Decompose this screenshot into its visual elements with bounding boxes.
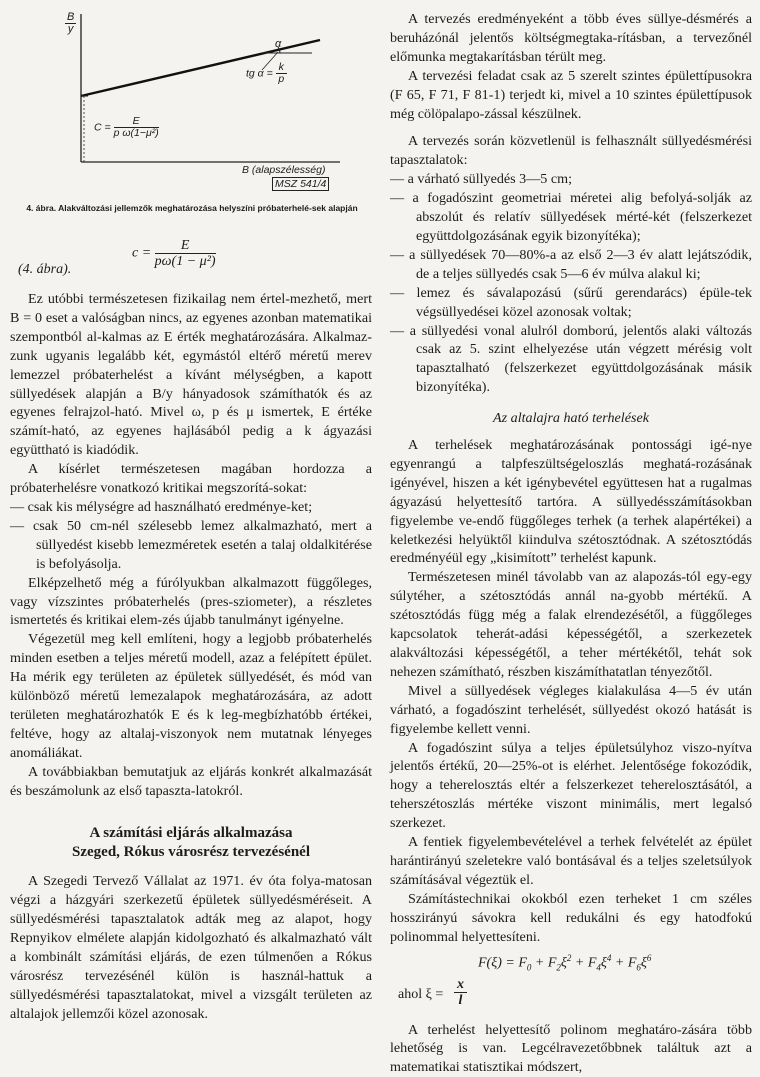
equation-lhs: F(ξ) = F: [478, 955, 527, 970]
paragraph: A Szegedi Tervező Vállalat az 1971. év óta folya-matosan végzi a házgyári szerkezetű épületek süllyedésméréseit. A süllyedésmérési tapasztalatok adták meg az alapot, hogy Repnyikov elmélete alapján kidolgozható és alkalmazható vált a kombinált számítási eljárás, de ezen túlmenően a Rókus városrész tervezésénél külön is használ-hattuk a süllyedésmérési tapasztalatokat, mivel a vizsgált területen az altalajok jellemzői közel azonosak.: [10, 872, 372, 1023]
list-item: — csak 50 cm-nél szélesebb lemez alkalmazható, mert a süllyedést kisebb lemezméretek esetén a talaj oldalkitérése is befolyásolja.: [10, 517, 372, 574]
figure-caption: 4. ábra. Alakváltozási jellemzők meghatározása helyszíni próbaterhelé-sek alapján: [16, 203, 368, 214]
formula-body: [132, 238, 216, 269]
intercept-prefix: C =: [94, 121, 111, 133]
xi-den: l: [454, 993, 467, 1008]
paragraph: Végezetül meg kell említeni, hogy a legjobb próbaterhelés minden esetben a teljes méretű modell, azaz a felépített épület. Ha mérik egy területen az épületek süllyedését, és mód van különböző méretű lemezalapok meghatározására, az adott területen meghatározhatók E és k leg-megbízhatóbb értékei, feltéve, hogy az altalaj-viszonyok nem mutatnak lényeges anomáliákat.: [10, 630, 372, 762]
paragraph: Számítástechnikai okokból ezen terheket 1 cm széles hosszirányú sávokra kell redukálni és egy hatodfokú polinommal helyettesíteni.: [390, 890, 752, 947]
paragraph: A terhelést helyettesítő polinom meghatáro-zására több lehetőség is van. Legcélravezetőbbnek találtuk azt a matematikai statisztikai módszert,: [390, 1021, 752, 1077]
section-heading: Az altalajra ható terhelések: [390, 409, 752, 428]
right-body: [390, 10, 752, 1077]
slope-den: p: [276, 74, 287, 85]
xi-num: x: [454, 977, 467, 993]
paragraph: A tervezés eredményeként a több éves süllye-désmérés a beruházónál jelentős költségmegtaka-rításban, a tervezőnél előmunka megtakarításban térült meg.: [390, 10, 752, 67]
slope-fraction: [276, 62, 287, 85]
list-item: — csak kis mélységre ad használható eredménye-ket;: [10, 498, 372, 517]
standard-reference: MSZ 541/4: [272, 177, 329, 191]
formula-den: pω(1 − μ²): [155, 254, 216, 269]
paragraph: A tervezési feladat csak az 5 szerelt szintes épülettípusokra (F 65, F 71, F 81-1) terjedt ki, mivel a 10 szintes épülettípusok még cölöpalapo-zással készülnek.: [390, 67, 752, 124]
paragraph: Természetesen minél távolabb van az alapozás-tól egy-egy súlytéher, a szétosztódás annál na-gyobb mértékű. A szétosztódás függ még a falak elrendezésétől, a függőleges kapcsolatok teherát-adási képességétől, a szerkezetek alakváltozási képességétől, a teher mértékétől, tehát sok nehezen számítható, részben kiszámíthatatlan tényezőtől.: [390, 568, 752, 681]
y-label-top: B: [65, 12, 76, 24]
formula-c: [10, 234, 372, 278]
slope-prefix: tg α =: [246, 67, 273, 79]
paragraph: Mivel a süllyedések végleges kialakulása 4—5 év után várható, a fogadószint terhelését, süllyedést okozó hatását is figyelembe kellett venni.: [390, 682, 752, 739]
slope-label: [246, 62, 287, 85]
formula-ref: (4. ábra).: [18, 262, 71, 278]
intercept-den: p ω(1−μ²): [114, 128, 159, 139]
slope-num: k: [276, 62, 287, 74]
section-subheading: Szeged, Rókus városrész tervezésénél: [10, 843, 372, 862]
list-item: — a süllyedések 70—80%-a az első 2—3 év alatt lejátszódik, de a teljes süllyedés csak 5—6 év múlva alakul ki;: [390, 246, 752, 284]
alpha-label: α: [275, 38, 281, 50]
paragraph: A kísérlet természetesen magában hordozza a próbaterhelésre vonatkozó kritikai megszorítá-sokat:: [10, 460, 372, 498]
xi-prefix: ahol ξ =: [398, 987, 443, 1003]
polynomial-equation: [390, 947, 752, 977]
y-axis-label: [65, 12, 76, 35]
equation-body: $F(\xi) = F_0 + F_2\xi^2 + F_4\xi^4 + F_6\xi^6$: [478, 953, 651, 972]
paragraph: Elképzelhető még a fúrólyukban alkalmazott függőleges, vagy vízszintes próbaterhelés (pres-sziometer), a részletes ismertetés és kritikai elem-zés újabb tanulmányt igényelne.: [10, 574, 372, 631]
formula-num: E: [155, 238, 216, 254]
intercept-label: [94, 116, 159, 139]
paragraph: Ez utóbbi természetesen fizikailag nem értel-mezhető, mert B = 0 eset a valóságban nincs, az egyenes azonban matematikai szempontból al-kalmas az E érték meghatározására. Alkalmaz-zunk ugyanis legalább két, egymástól eltérő méretű merev lemezzel próbaterhelést a kívánt mélységben, a kapott süllyedések alapján a B/y hányadosok számíthatók és az egyenes felrajzol-ható. Mivel ω, p és μ ismertek, E értéke számít-ható, az egyenes hajlásából pedig a k ágyazási együttható is kiadódik.: [10, 290, 372, 460]
list-item: — a süllyedési vonal alulról domború, jelentős alaki változás csak az 5. szint elhelyezése után végzett mérésig volt tapasztalható (felszerkezet együttdolgozásának másik bizonyítéka).: [390, 322, 752, 398]
paragraph: A tervezés során közvetlenül is felhasznált süllyedésmérési tapasztalatok:: [390, 132, 752, 170]
intercept-num: E: [114, 116, 159, 128]
equation-term: + F: [535, 955, 557, 970]
y-label-bottom: y: [65, 24, 76, 35]
figure-4: [10, 0, 372, 200]
paragraph: A terhelések meghatározásának pontossági igé-nye egyenrangú a talpfeszültségeloszlás meghatá-rozásának igényével, hiszen a két igénybevétel együttesen hat a rugalmas ágyazású helyettesítő tartóra. A süllyedésszámításokban figyelembe ve-endő függőleges terhek (a terhek alapértékei) a keletkezési helyüktől kiindulva szétosztódnak. A szétosztódás eredményéül egy „kisimított” terhelést kapunk.: [390, 436, 752, 568]
paragraph: A fentiek figyelembevételével a terhek felvételét az épület harántirányú szeletekre való bontásával és a teljes szeletsúlyok számításával végeztük el.: [390, 833, 752, 890]
formula-fraction: [155, 238, 216, 269]
paragraph: A továbbiakban bemutatjuk az eljárás konkrét alkalmazását és beszámolunk az első tapaszta-latokról.: [10, 763, 372, 801]
paragraph: A fogadószint súlya a teljes épületsúlyhoz viszo-nyítva jelentős értékű, 20—25%-ot is elérhet. Jelentősége fokozódik, hogy a teherelosztás eltér a felszerkezet teherelosztásától, a teherszétoszlás mértéke viszont minimális, mert legalsó szerkezet.: [390, 739, 752, 834]
list-item: — a várható süllyedés 3—5 cm;: [390, 170, 752, 189]
formula-lhs: c =: [132, 246, 151, 261]
xi-fraction: [454, 977, 467, 1008]
x-axis-label: B (alapszélesség): [242, 164, 325, 176]
list-item: — lemez és sávalapozású (sűrű gerendarács) épüle-tek végsüllyedései közel azonosak voltak;: [390, 284, 752, 322]
left-body: [10, 290, 372, 1024]
section-heading: A számítási eljárás alkalmazása: [10, 824, 372, 843]
list-item: — a fogadószint geometriai méretei alig befolyá-solják az abszolút és relatív süllyedések mérté-két (felszerkezet együttdolgozásának egyik bizonyítéka);: [390, 189, 752, 246]
xi-definition: [390, 977, 752, 1013]
intercept-fraction: [114, 116, 159, 139]
